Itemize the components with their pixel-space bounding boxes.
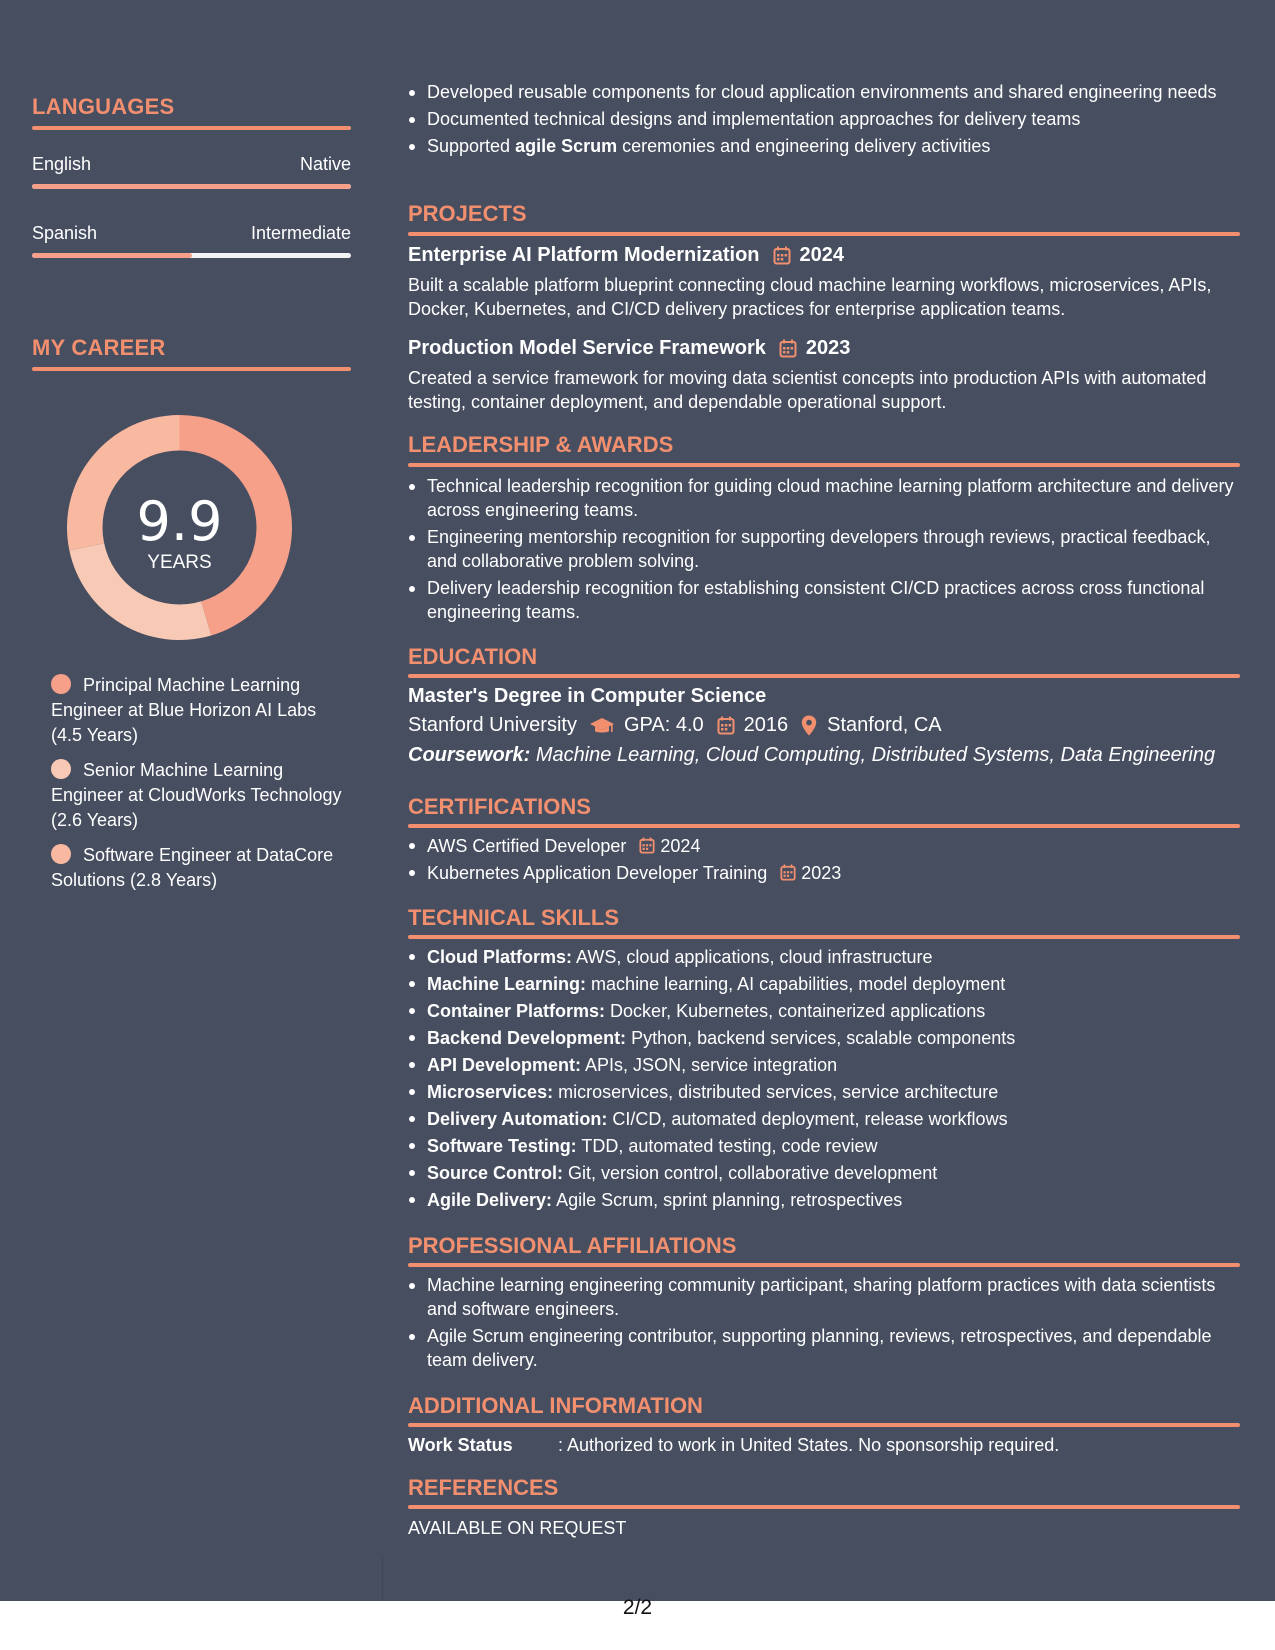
- skill-item: Source Control: Git, version control, collaborative development: [408, 1160, 1240, 1187]
- calendar-icon: [639, 837, 655, 854]
- language-row-spanish: [32, 223, 351, 244]
- calendar-icon: [773, 246, 791, 265]
- career-role-list: [51, 673, 351, 903]
- career-heading: MY CAREER: [32, 335, 166, 360]
- language-level: Intermediate: [250, 223, 351, 243]
- career-role-item: Principal Machine Learning Engineer at Blue Horizon AI Labs (4.5 Years): [51, 675, 317, 745]
- skill-item: Cloud Platforms: AWS, cloud applications, cloud infrastructure: [408, 944, 1240, 971]
- calendar-icon: [779, 339, 797, 358]
- leadership-item: Engineering mentorship recognition for supporting developers through reviews, practical feedback, and collaborative problem solving.: [408, 525, 1240, 573]
- graduation-cap-icon: [589, 716, 615, 736]
- affiliations-heading: PROFESSIONAL AFFILIATIONS: [408, 1233, 737, 1258]
- certifications-rule: [408, 824, 1240, 828]
- work-status-label: Work Status: [408, 1435, 513, 1455]
- degree-title: Master's Degree in Computer Science: [408, 685, 767, 707]
- education-rule: [408, 674, 1240, 678]
- career-role-item: Software Engineer at DataCore Solutions (2.8 Years): [51, 845, 334, 890]
- skill-item: Software Testing: TDD, automated testing, code review: [408, 1133, 1240, 1160]
- skill-item: Delivery Automation: CI/CD, automated deployment, release workflows: [408, 1106, 1240, 1133]
- language-level: Native: [299, 154, 351, 174]
- experience-bullets: [408, 80, 1240, 158]
- project-description: Built a scalable platform blueprint connecting cloud machine learning workflows, microservices, APIs, Docker, Kubernetes, and CI/CD delivery practices for enterprise application teams.: [408, 275, 1212, 319]
- skill-item: Backend Development: Python, backend services, scalable components: [408, 1025, 1240, 1052]
- graduation-year: 2016: [743, 714, 789, 736]
- experience-bullet: Developed reusable components for cloud application environments and shared engineering needs: [408, 80, 1240, 104]
- school-location: Stanford, CA: [827, 714, 942, 736]
- certifications-list: [408, 833, 1240, 887]
- career-role-item: Senior Machine Learning Engineer at CloudWorks Technology (2.6 Years): [51, 760, 342, 830]
- skill-item: Machine Learning: machine learning, AI capabilities, model deployment: [408, 971, 1240, 998]
- school-name: Stanford University: [408, 714, 577, 736]
- projects-rule: [408, 232, 1240, 236]
- project-year: 2023: [805, 337, 851, 359]
- education-details: [408, 714, 942, 737]
- gpa: GPA: 4.0: [623, 714, 704, 736]
- language-bar-fill: [32, 253, 192, 258]
- calendar-icon: [717, 716, 735, 735]
- column-divider: [382, 1555, 383, 1601]
- language-row-english: [32, 154, 351, 175]
- certification-item: AWS Certified Developer 2024: [408, 833, 1240, 860]
- page-number: 2/2: [622, 1596, 653, 1619]
- certification-item: Kubernetes Application Developer Training 2023: [408, 860, 1240, 887]
- skills-list: [408, 944, 1240, 1214]
- additional-info-heading: ADDITIONAL INFORMATION: [408, 1393, 703, 1418]
- career-total-value: 9.9: [136, 490, 223, 553]
- project-description: Created a service framework for moving data scientist concepts into production APIs with automated testing, container deployment, and dependable operational support.: [408, 368, 1207, 412]
- project-title: Enterprise AI Platform Modernization 2024: [408, 244, 845, 266]
- languages-rule: [32, 126, 351, 130]
- legend-dot-icon: [51, 759, 71, 779]
- experience-bullet: Supported agile Scrum ceremonies and engineering delivery activities: [408, 134, 1240, 158]
- career-rule: [32, 367, 351, 371]
- leadership-rule: [408, 463, 1240, 467]
- leadership-item: Technical leadership recognition for guiding cloud machine learning platform architecture and delivery across engineering teams.: [408, 474, 1240, 522]
- skills-rule: [408, 935, 1240, 939]
- projects-heading: PROJECTS: [408, 201, 527, 226]
- legend-dot-icon: [51, 674, 71, 694]
- language-bar-english: [32, 184, 351, 189]
- skills-heading: TECHNICAL SKILLS: [408, 905, 620, 930]
- project-title: Production Model Service Framework 2023: [408, 337, 851, 359]
- work-status-value: : Authorized to work in United States. No sponsorship required.: [558, 1435, 1060, 1455]
- language-bar-fill: [32, 184, 351, 189]
- language-name: English: [32, 154, 92, 174]
- skill-item: API Development: APIs, JSON, service integration: [408, 1052, 1240, 1079]
- affiliations-list: [408, 1273, 1240, 1372]
- language-bar-spanish: [32, 253, 351, 258]
- skill-item: Microservices: microservices, distributed services, service architecture: [408, 1079, 1240, 1106]
- leadership-list: [408, 474, 1240, 624]
- education-heading: EDUCATION: [408, 644, 538, 669]
- career-donut-chart: [67, 415, 292, 640]
- skill-item: Agile Delivery: Agile Scrum, sprint planning, retrospectives: [408, 1187, 1240, 1214]
- skill-item: Container Platforms: Docker, Kubernetes, containerized applications: [408, 998, 1240, 1025]
- certifications-heading: CERTIFICATIONS: [408, 794, 591, 819]
- affiliations-rule: [408, 1263, 1240, 1267]
- legend-dot-icon: [51, 844, 71, 864]
- references-rule: [408, 1505, 1240, 1509]
- experience-bullet: Documented technical designs and implementation approaches for delivery teams: [408, 107, 1240, 131]
- language-name: Spanish: [32, 223, 98, 243]
- calendar-icon: [780, 864, 796, 881]
- affiliation-item: Agile Scrum engineering contributor, supporting planning, reviews, retrospectives, and dependable team delivery.: [408, 1324, 1240, 1372]
- leadership-heading: LEADERSHIP & AWARDS: [408, 432, 674, 457]
- affiliation-item: Machine learning engineering community participant, sharing platform practices with data scientists and software engineers.: [408, 1273, 1240, 1321]
- project-year: 2024: [799, 244, 845, 266]
- references-text: AVAILABLE ON REQUEST: [408, 1518, 627, 1538]
- location-pin-icon: [801, 715, 817, 736]
- references-heading: REFERENCES: [408, 1475, 559, 1500]
- languages-heading: LANGUAGES: [32, 94, 175, 119]
- coursework: Coursework: Machine Learning, Cloud Computing, Distributed Systems, Data Engineering: [408, 744, 1216, 766]
- career-total-unit: YEARS: [147, 552, 212, 573]
- additional-info-rule: [408, 1423, 1240, 1427]
- leadership-item: Delivery leadership recognition for establishing consistent CI/CD practices across cross functional engineering teams.: [408, 576, 1240, 624]
